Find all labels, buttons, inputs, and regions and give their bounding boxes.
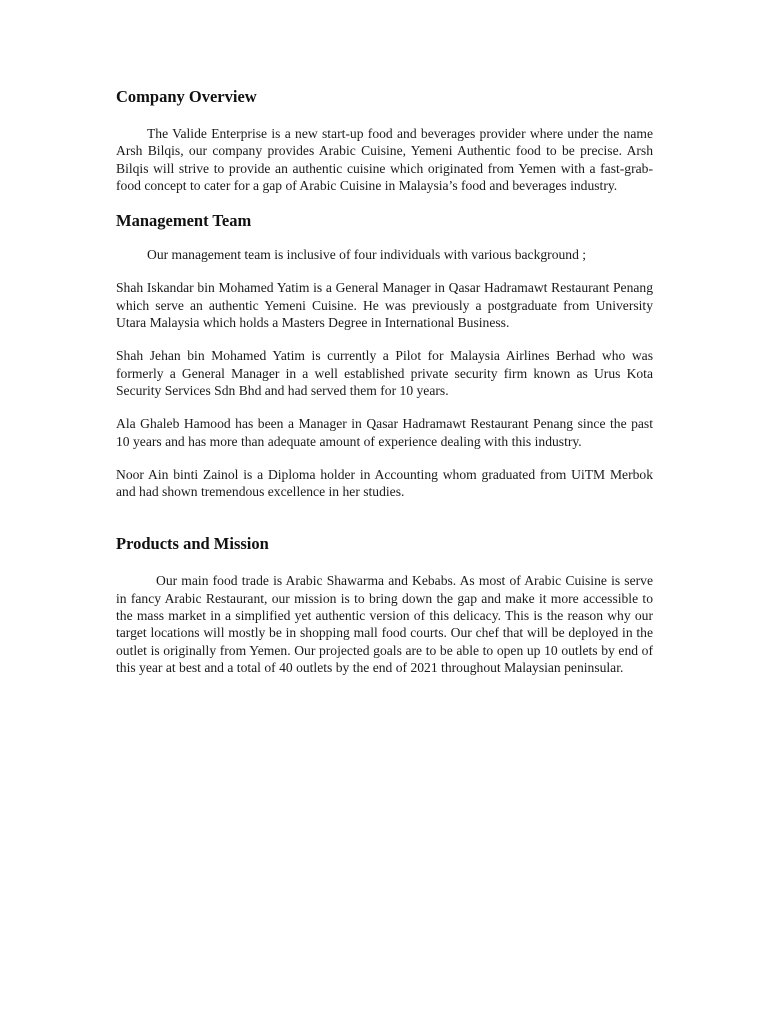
document-page [116,86,653,676]
section-heading-company-overview: Company Overview [116,87,257,106]
products-mission-paragraph: Our main food trade is Arabic Shawarma and Kebabs. As most of Arabic Cuisine is serve in fancy Arabic Restaurant, our mission is to bring down the gap and make it more accessible to the mass market in a simplified yet authentic version of this delicacy. This is the reason why our target locations will mostly be in shopping mall food courts. Our chef that will be deployed in the outlet is originally from Yemen. Our projected goals are to be able to open up 10 outlets by end of this year at best and a total of 40 outlets by the end of 2021 throughout Malaysian peninsular. [116,573,653,675]
management-member-paragraph: Shah Jehan bin Mohamed Yatim is currently a Pilot for Malaysia Airlines Berhad who was formerly a General Manager in a well established private security firm known as Urus Kota Security Services Sdn Bhd and had served them for 10 years. [116,348,653,398]
section-heading-products-and-mission: Products and Mission [116,534,269,554]
management-intro-paragraph: Our management team is inclusive of four individuals with various background ; [147,247,587,263]
management-member-paragraph: Ala Ghaleb Hamood has been a Manager in Qasar Hadramawt Restaurant Penang since the past 10 years and has more than adequate amount of experience dealing with this industry. [116,416,653,449]
section-heading-management-team: Management Team [116,211,252,231]
management-member-paragraph: Shah Iskandar bin Mohamed Yatim is a General Manager in Qasar Hadramawt Restaurant Penang which serve an authentic Yemeni Cuisine. He was previously a postgraduate from University Utara Malaysia which holds a Masters Degree in International Business. [116,280,653,331]
management-member-paragraph: Noor Ain binti Zainol is a Diploma holder in Accounting whom graduated from UiTM Merbok and had shown tremendous excellence in her studies. [116,466,653,500]
company-overview-paragraph: The Valide Enterprise is a new start-up food and beverages provider where under the name Arsh Bilqis, our company provides Arabic Cuisine, Yemeni Authentic food to be precise. Arsh Bilqis will strive to provide an authentic cuisine which originated from Yemen with a fast-grab-food concept to cater for a gap of Arabic Cuisine in Malaysia’s food and beverages industry. [116,126,653,193]
